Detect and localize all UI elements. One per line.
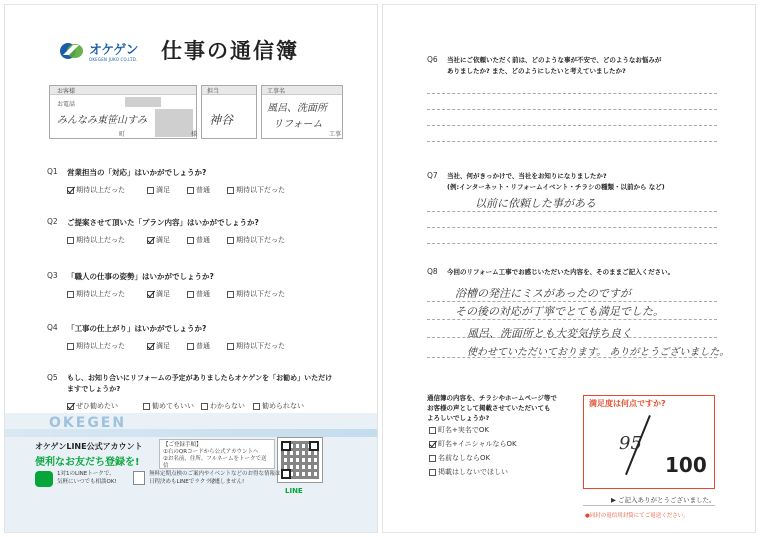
q5-option-3[interactable]: わからない (201, 401, 245, 411)
checkbox[interactable] (67, 291, 74, 298)
q8-answer-line-2: その後の対応が丁寧でとても満足でした。 (455, 305, 664, 318)
q3-option-4[interactable]: 期待以下だった (227, 289, 285, 299)
checkbox-checked[interactable] (67, 403, 74, 410)
q1-option-4[interactable]: 期待以下だった (227, 185, 285, 195)
line-chat-icon (35, 471, 53, 487)
q8-answer-line-1: 浴槽の発注にミスがあったのですが (455, 287, 631, 300)
kouji-label: 工事 (329, 131, 342, 138)
registration-step-2: ②お名前、住所、フルネームをトークで送信 (163, 456, 267, 469)
checkbox[interactable] (253, 403, 260, 410)
checkbox-checked[interactable] (147, 237, 154, 244)
town-label: 町 (119, 131, 126, 138)
q1-option-2[interactable]: 満足 (147, 185, 170, 195)
q7-answer-line[interactable] (427, 243, 717, 244)
line-logo: LINE (285, 487, 303, 495)
q5-text-line2: ますでしょうか? (67, 385, 121, 393)
thanks-text: ▶ ご記入ありがとうございました。 (611, 495, 716, 504)
benefit-2-line2: 日程決めもLINEでラクラク! (149, 479, 219, 485)
q8-answer-line[interactable] (427, 301, 717, 302)
checkbox[interactable] (187, 291, 194, 298)
q2-option-2[interactable]: 満足 (147, 235, 170, 245)
q3-option-1[interactable]: 期待以上だった (67, 289, 125, 299)
checkbox[interactable] (429, 455, 436, 462)
benefit-2-line1: 無料定期点検のご案内や (149, 471, 210, 477)
logo-subtext: OKEGEN JUKO CO.LTD. (89, 57, 138, 62)
q5-number: Q5 (47, 373, 58, 382)
q5-text-line1: もし、お知り合いにリフォームの予定がありましたらオケゲンを「お勧め」いただけ (67, 374, 333, 382)
q8-number: Q8 (427, 267, 438, 276)
q7-text-line1: 当社、何がきっかけで、当社をお知りになりましたか? (447, 172, 607, 180)
page-title: 仕事の通信簿 (161, 39, 299, 63)
q2-option-3[interactable]: 普通 (187, 235, 210, 245)
redacted-address (155, 109, 193, 137)
publish-question-line1: 通信簿の内容を、チラシやホームページ等で (427, 394, 557, 402)
q2-option-4[interactable]: 期待以下だった (227, 235, 285, 245)
q6-answer-line[interactable] (427, 125, 717, 126)
satisfaction-max: 100 (665, 453, 707, 477)
calendar-icon (133, 471, 145, 485)
q6-answer-line[interactable] (427, 109, 717, 110)
phone-label: お電話 (57, 101, 76, 108)
sama-label: 様 (191, 131, 198, 138)
q8-answer-line[interactable] (427, 357, 717, 358)
q6-number: Q6 (427, 55, 438, 64)
banner-wordmark: OKEGEN (49, 415, 127, 431)
q7-answer-handwriting: 以前に依頼した事がある (475, 197, 596, 210)
q2-text: ご提案させて頂いた「プラン内容」はいかがでしょうか? (67, 218, 259, 227)
checkbox[interactable] (67, 343, 74, 350)
redacted-phone (125, 97, 161, 107)
survey-back-page (382, 4, 756, 533)
checkbox[interactable] (147, 187, 154, 194)
qr-code-icon[interactable] (277, 437, 323, 483)
divider (583, 505, 715, 506)
q8-answer-line[interactable] (427, 319, 717, 320)
staff-label: 担当 (207, 88, 220, 95)
publish-option-2[interactable]: 町名+イニシャルならOK (429, 439, 517, 449)
checkbox[interactable] (227, 187, 234, 194)
q3-option-2[interactable]: 満足 (147, 289, 170, 299)
work-handwriting-2: リフォーム (273, 119, 323, 130)
q4-option-1[interactable]: 期待以上だった (67, 341, 125, 351)
q1-text: 営業担当の「対応」はいかがでしょうか? (67, 168, 207, 177)
checkbox[interactable] (227, 343, 234, 350)
staff-handwriting: 神谷 (209, 113, 234, 127)
line-account-title: オケゲンLINE公式アカウント (35, 442, 143, 451)
q3-option-3[interactable]: 普通 (187, 289, 210, 299)
customer-address-handwriting: みんなみ東笹山すみ (57, 115, 147, 126)
checkbox-checked[interactable] (67, 187, 74, 194)
satisfaction-score-handwriting: 95 (619, 433, 642, 454)
customer-label: お客様 (57, 88, 76, 95)
q4-text: 「工事の仕上がり」はいかがでしょうか? (67, 324, 207, 333)
work-label: 工事名 (267, 88, 286, 95)
checkbox-checked[interactable] (147, 343, 154, 350)
benefit-3-line2: 見逃しません! (209, 479, 245, 485)
survey-front-page (4, 4, 378, 533)
q4-number: Q4 (47, 323, 58, 332)
publish-question-line2: お客様の声として掲載させていただいても (427, 404, 551, 412)
satisfaction-label: 満足度は何点ですか? (589, 399, 666, 408)
q1-option-1[interactable]: 期待以上だった (67, 185, 125, 195)
benefit-3-line1: イベントなどのお得な情報は (209, 471, 281, 477)
q5-option-4[interactable]: 勧められない (253, 401, 304, 411)
registration-title: 【ご登録手順】 (163, 442, 202, 448)
registration-steps-box (159, 439, 275, 469)
publish-option-1[interactable]: 町名+実名でOK (429, 425, 489, 435)
publish-question-line3: よろしいでしょうか? (427, 414, 490, 422)
q6-text-line1: 当社にご依頼いただく前は、どのような事が不安で、どのようなお悩みが (447, 56, 662, 64)
checkbox[interactable] (201, 403, 208, 410)
q7-text-line2: (例:インターネット・リフォームイベント・チラシの種類・以前から など) (447, 183, 665, 191)
q4-option-3[interactable]: 普通 (187, 341, 210, 351)
checkbox[interactable] (227, 237, 234, 244)
q6-answer-line[interactable] (427, 93, 717, 94)
checkbox[interactable] (227, 291, 234, 298)
line-friend-title: 便利なお友だち登録を! (35, 457, 140, 468)
q8-answer-line-4: 使わせていただいております。 ありがとうございました。 (467, 347, 730, 358)
q4-option-2[interactable]: 満足 (147, 341, 170, 351)
logo-text: オケゲン (89, 43, 138, 58)
checkbox[interactable] (187, 187, 194, 194)
benefit-1-line1: 1対1のLINEトークで、 (57, 471, 115, 477)
publish-option-4[interactable]: 掲載はしないでほしい (429, 467, 508, 477)
checkbox[interactable] (187, 237, 194, 244)
envelope-note: ●同封の返信用封筒にてご返送ください。 (585, 513, 689, 519)
q7-answer-line[interactable] (427, 211, 717, 212)
q1-option-3[interactable]: 普通 (187, 185, 210, 195)
q8-answer-line-3: 風呂、洗面所とも大変気持ち良く (467, 327, 632, 340)
q2-number: Q2 (47, 217, 58, 226)
q3-number: Q3 (47, 271, 58, 280)
checkbox[interactable] (429, 469, 436, 476)
checkbox-checked[interactable] (147, 291, 154, 298)
q3-text: 「職人の仕事の姿勢」はいかがでしょうか? (67, 272, 214, 281)
q6-text-line2: ありましたか? また、どのようにしたいと考えていましたか? (447, 67, 626, 75)
work-handwriting-1: 風呂、洗面所 (267, 103, 327, 114)
q5-option-2[interactable]: 勧めてもいい (143, 401, 194, 411)
triangle-right-icon: ▶ (611, 495, 616, 504)
q6-answer-line[interactable] (427, 141, 717, 142)
checkbox[interactable] (187, 343, 194, 350)
q5-option-1[interactable]: ぜひ勧めたい (67, 401, 118, 411)
checkbox[interactable] (143, 403, 150, 410)
publish-option-3[interactable]: 名前なしならOK (429, 453, 490, 463)
q8-text: 今回のリフォーム工事でお感じいただいた内容を、そのままご記入ください。 (447, 268, 675, 276)
checkbox[interactable] (429, 427, 436, 434)
benefit-1-line2: 気軽にいつでも相談OK! (57, 479, 117, 485)
checkbox-checked[interactable] (429, 441, 436, 448)
okegen-logo-icon (59, 41, 85, 61)
q2-option-1[interactable]: 期待以上だった (67, 235, 125, 245)
checkbox[interactable] (67, 237, 74, 244)
registration-step-1: ①右のQRコードから公式アカウントへ (163, 449, 259, 455)
q7-answer-line[interactable] (427, 227, 717, 228)
q1-number: Q1 (47, 167, 58, 176)
q4-option-4[interactable]: 期待以下だった (227, 341, 285, 351)
q7-number: Q7 (427, 171, 438, 180)
